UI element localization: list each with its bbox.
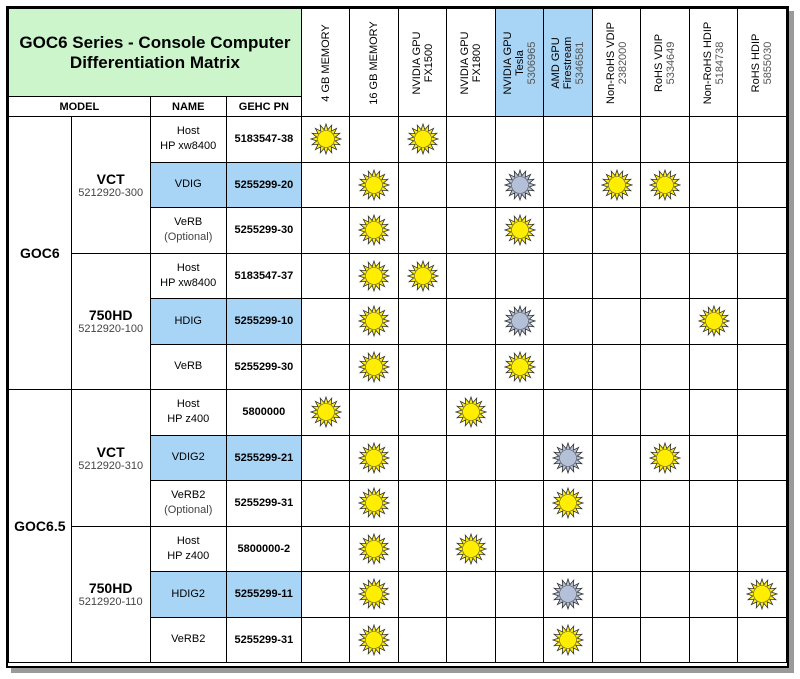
column-header-line1: AMD GPU [550, 36, 563, 89]
row-name: HDIG2 [171, 587, 206, 600]
column-header-text [653, 33, 677, 91]
matrix-cell [641, 253, 690, 299]
matrix-cell [350, 208, 399, 254]
model-name: VCT [96, 443, 125, 460]
gray-sun-icon [504, 169, 536, 201]
column-header-pn: 5346581 [574, 41, 587, 84]
matrix-cell [350, 481, 399, 527]
matrix-cell [350, 617, 399, 663]
yellow-sun-icon [310, 123, 342, 155]
yellow-sun-icon [358, 624, 390, 656]
matrix-cell [350, 344, 399, 390]
matrix-cell [301, 344, 350, 390]
model-name: VCT [96, 170, 125, 187]
yellow-sun-icon [649, 442, 681, 474]
column-header-line1: 16 GB MEMORY [368, 20, 381, 105]
matrix-cell [301, 162, 350, 208]
row-name: VeRB [174, 360, 203, 373]
matrix-cell [301, 526, 350, 572]
matrix-cell [544, 481, 593, 527]
matrix-cell [398, 299, 447, 345]
yellow-sun-icon [552, 487, 584, 519]
row-name: VDIG2 [171, 451, 205, 464]
matrix-cell [301, 208, 350, 254]
matrix-cell [398, 117, 447, 163]
pn-cell [226, 253, 301, 299]
row-pn: 5255299-10 [234, 315, 294, 328]
name-header [150, 97, 226, 117]
row-name-detail: HP xw8400 [160, 140, 217, 153]
column-header [544, 9, 593, 117]
row-pn: 5255299-21 [234, 451, 294, 464]
matrix-cell [447, 617, 496, 663]
matrix-cell [398, 344, 447, 390]
table-row [9, 390, 787, 436]
model-name: 750HD [88, 307, 133, 324]
yellow-sun-icon [358, 169, 390, 201]
group-label: GOC6 [19, 245, 60, 261]
row-pn: 5800000 [242, 406, 286, 419]
matrix-cell [544, 435, 593, 481]
matrix-cell [738, 481, 787, 527]
matrix-cell [592, 526, 641, 572]
matrix-cell [544, 208, 593, 254]
matrix-cell [495, 253, 544, 299]
matrix-cell [398, 481, 447, 527]
group-cell [9, 390, 72, 663]
matrix-cell [641, 572, 690, 618]
column-header-line1: 4 GB MEMORY [319, 23, 332, 102]
yellow-sun-icon [358, 351, 390, 383]
matrix-cell [350, 162, 399, 208]
matrix-cell [689, 208, 738, 254]
matrix-cell [738, 253, 787, 299]
row-name: Host [176, 398, 200, 411]
pn-cell [226, 162, 301, 208]
matrix-cell [301, 481, 350, 527]
matrix-cell [641, 617, 690, 663]
matrix-cell [447, 299, 496, 345]
column-header [495, 9, 544, 117]
matrix-cell [738, 208, 787, 254]
row-name-detail: HP z400 [167, 549, 210, 562]
matrix-cell [641, 162, 690, 208]
model-cell [71, 253, 150, 390]
matrix-cell [495, 390, 544, 436]
model-pn: 5212920-110 [78, 596, 143, 609]
matrix-cell [641, 481, 690, 527]
pn-cell [226, 481, 301, 527]
matrix-cell [592, 117, 641, 163]
row-name: VeRB2 [171, 633, 206, 646]
matrix-cell [495, 435, 544, 481]
matrix-cell [495, 344, 544, 390]
pn-cell [226, 344, 301, 390]
yellow-sun-icon [504, 351, 536, 383]
column-header [641, 9, 690, 117]
column-header-text [502, 31, 538, 94]
row-optional: (Optional) [164, 231, 213, 244]
model-cell [71, 117, 150, 254]
column-header [301, 9, 350, 117]
matrix-cell [544, 526, 593, 572]
matrix-cell [495, 117, 544, 163]
matrix-cell [447, 481, 496, 527]
matrix-cell [495, 208, 544, 254]
matrix-cell [738, 617, 787, 663]
column-header-text [320, 24, 332, 101]
model-pn: 5212920-310 [78, 459, 144, 472]
matrix-cell [689, 344, 738, 390]
row-name: HDIG [174, 314, 202, 327]
column-header-pn: 5855030 [762, 41, 775, 84]
matrix-cell [689, 526, 738, 572]
column-header-line1: RoHS HDIP [750, 33, 763, 92]
yellow-sun-icon [310, 396, 342, 428]
pn-cell [226, 435, 301, 481]
matrix-cell [592, 481, 641, 527]
column-header [350, 9, 399, 117]
matrix-cell [689, 617, 738, 663]
matrix-cell [738, 117, 787, 163]
yellow-sun-icon [746, 578, 778, 610]
matrix-cell [689, 299, 738, 345]
matrix-cell [738, 390, 787, 436]
pn-header [226, 97, 301, 117]
matrix-cell [544, 390, 593, 436]
yellow-sun-icon [698, 305, 730, 337]
row-pn: 5183547-38 [234, 133, 294, 146]
yellow-sun-icon [358, 533, 390, 565]
matrix-cell [301, 299, 350, 345]
yellow-sun-icon [649, 169, 681, 201]
matrix-cell [689, 117, 738, 163]
matrix-cell [447, 435, 496, 481]
row-pn: 5183547-37 [234, 269, 294, 282]
column-header [592, 9, 641, 117]
matrix-cell [447, 117, 496, 163]
column-header-text [368, 21, 380, 105]
matrix-cell [398, 435, 447, 481]
column-header-line2: Firestream [562, 36, 575, 89]
matrix-cell [544, 344, 593, 390]
matrix-cell [350, 572, 399, 618]
column-header-line1: NVIDIA GPU [501, 31, 514, 94]
name-cell [150, 162, 226, 208]
yellow-sun-icon [358, 305, 390, 337]
row-name: VeRB [174, 216, 203, 229]
row-name-detail: HP xw8400 [160, 276, 217, 289]
row-pn: 5255299-31 [234, 497, 294, 510]
row-pn: 5255299-30 [234, 224, 294, 237]
matrix-cell [689, 253, 738, 299]
column-header-pn: 5334649 [665, 41, 678, 84]
column-header-pn: 5306965 [525, 41, 538, 84]
model-pn: 5212920-300 [78, 186, 144, 199]
matrix-cell [544, 162, 593, 208]
column-header-text [550, 36, 586, 89]
matrix-cell [544, 299, 593, 345]
matrix-cell [447, 162, 496, 208]
column-header-text [702, 21, 726, 104]
matrix-cell [641, 299, 690, 345]
model-header [9, 97, 151, 117]
yellow-sun-icon [407, 260, 439, 292]
matrix-cell [350, 117, 399, 163]
matrix-cell [495, 481, 544, 527]
matrix-cell [641, 435, 690, 481]
column-header [738, 9, 787, 117]
row-pn: 5800000-2 [237, 542, 291, 555]
matrix-cell [592, 344, 641, 390]
table-row [9, 253, 787, 299]
row-name: VeRB2 [171, 489, 206, 502]
matrix-cell [350, 299, 399, 345]
matrix-cell [301, 253, 350, 299]
model-cell [71, 390, 150, 527]
table-row [9, 526, 787, 572]
name-cell [150, 572, 226, 618]
matrix-cell [689, 435, 738, 481]
pn-cell [226, 390, 301, 436]
matrix-cell [592, 435, 641, 481]
matrix-cell [398, 162, 447, 208]
pn-cell [226, 299, 301, 345]
matrix-cell [350, 253, 399, 299]
matrix-cell [592, 208, 641, 254]
name-cell [150, 481, 226, 527]
row-pn: 5255299-31 [234, 633, 294, 646]
column-header-line1: NVIDIA GPU [410, 31, 423, 94]
column-header-text [605, 22, 629, 104]
gray-sun-icon [552, 442, 584, 474]
matrix-cell [398, 253, 447, 299]
yellow-sun-icon [358, 260, 390, 292]
matrix-cell [350, 390, 399, 436]
column-header-line1: NVIDIA GPU [459, 31, 472, 94]
matrix-cell [398, 208, 447, 254]
row-optional: (Optional) [164, 504, 213, 517]
page-title: GOC6 Series - Console Computer Differentiation Matrix [19, 32, 291, 72]
matrix-cell [641, 344, 690, 390]
yellow-sun-icon [358, 214, 390, 246]
matrix-cell [641, 526, 690, 572]
pn-header-label: GEHC PN [238, 100, 289, 113]
matrix-cell [495, 299, 544, 345]
matrix-cell [689, 162, 738, 208]
matrix-cell [447, 390, 496, 436]
matrix-cell [592, 253, 641, 299]
matrix-cell [495, 162, 544, 208]
yellow-sun-icon [601, 169, 633, 201]
matrix-cell [738, 572, 787, 618]
matrix-cell [398, 572, 447, 618]
group-cell [9, 117, 72, 390]
row-pn: 5255299-20 [234, 178, 294, 191]
matrix-cell [641, 390, 690, 436]
matrix-cell [301, 572, 350, 618]
column-header-pn: 2382000 [616, 41, 629, 84]
matrix-cell [398, 526, 447, 572]
row-name: Host [176, 125, 200, 138]
model-name: 750HD [88, 580, 133, 597]
model-cell [71, 526, 150, 663]
matrix-cell [738, 526, 787, 572]
name-header-label: NAME [172, 100, 205, 113]
row-name: Host [176, 534, 200, 547]
yellow-sun-icon [407, 123, 439, 155]
row-pn: 5255299-11 [234, 588, 293, 601]
matrix-cell [544, 572, 593, 618]
matrix-cell [544, 253, 593, 299]
matrix-cell [592, 390, 641, 436]
column-header-text [750, 33, 774, 92]
name-cell [150, 390, 226, 436]
matrix-cell [592, 617, 641, 663]
matrix-cell [544, 117, 593, 163]
matrix-cell [447, 572, 496, 618]
column-header-text [459, 31, 483, 94]
yellow-sun-icon [455, 533, 487, 565]
column-header-line1: RoHS VDIP [653, 33, 666, 92]
name-cell [150, 253, 226, 299]
pn-cell [226, 572, 301, 618]
title-cell [9, 9, 302, 97]
pn-cell [226, 617, 301, 663]
row-name: Host [176, 261, 200, 274]
yellow-sun-icon [455, 396, 487, 428]
matrix-cell [738, 344, 787, 390]
column-header-line2: FX1800 [471, 43, 484, 82]
matrix-cell [447, 526, 496, 572]
matrix-cell [495, 572, 544, 618]
name-cell [150, 617, 226, 663]
matrix-cell [301, 617, 350, 663]
gray-sun-icon [552, 578, 584, 610]
yellow-sun-icon [358, 442, 390, 474]
matrix-cell [738, 299, 787, 345]
name-cell [150, 299, 226, 345]
column-header-pn: 5184738 [713, 41, 726, 84]
matrix-cell [544, 617, 593, 663]
row-name-detail: HP z400 [167, 413, 210, 426]
yellow-sun-icon [358, 487, 390, 519]
yellow-sun-icon [552, 624, 584, 656]
column-header [689, 9, 738, 117]
name-cell [150, 117, 226, 163]
matrix-cell [592, 299, 641, 345]
name-cell [150, 208, 226, 254]
yellow-sun-icon [504, 214, 536, 246]
matrix-cell [350, 526, 399, 572]
pn-cell [226, 117, 301, 163]
column-header [398, 9, 447, 117]
model-pn: 5212920-100 [78, 323, 144, 336]
column-header-line1: Non-RoHS VDIP [604, 21, 617, 104]
matrix-cell [641, 117, 690, 163]
matrix-cell [738, 435, 787, 481]
row-name: VDIG [174, 178, 202, 191]
matrix-cell [447, 208, 496, 254]
matrix-cell [689, 481, 738, 527]
table-row [9, 117, 787, 163]
matrix-cell [447, 344, 496, 390]
matrix-cell [689, 390, 738, 436]
group-label: GOC6.5 [14, 518, 66, 534]
matrix-cell [689, 572, 738, 618]
matrix-cell [301, 117, 350, 163]
name-cell [150, 435, 226, 481]
matrix-cell [301, 435, 350, 481]
row-pn: 5255299-30 [234, 360, 294, 373]
model-header-label: MODEL [59, 100, 100, 113]
matrix-cell [350, 435, 399, 481]
name-cell [150, 344, 226, 390]
matrix-cell [738, 162, 787, 208]
column-header-line1: Non-RoHS HDIP [701, 21, 714, 104]
matrix-cell [641, 208, 690, 254]
matrix-cell [447, 253, 496, 299]
gray-sun-icon [504, 305, 536, 337]
pn-cell [226, 526, 301, 572]
matrix-cell [301, 390, 350, 436]
matrix-cell [495, 526, 544, 572]
column-header-line2: Tesla [513, 49, 526, 76]
matrix-cell [398, 617, 447, 663]
pn-cell [226, 208, 301, 254]
name-cell [150, 526, 226, 572]
matrix-cell [398, 390, 447, 436]
differentiation-matrix [8, 8, 787, 663]
column-header-text [411, 31, 435, 94]
yellow-sun-icon [358, 578, 390, 610]
column-header-line2: FX1500 [422, 43, 435, 82]
matrix-frame [6, 6, 789, 668]
column-header [447, 9, 496, 117]
header-row [9, 9, 787, 97]
matrix-cell [495, 617, 544, 663]
matrix-cell [592, 572, 641, 618]
matrix-cell [592, 162, 641, 208]
